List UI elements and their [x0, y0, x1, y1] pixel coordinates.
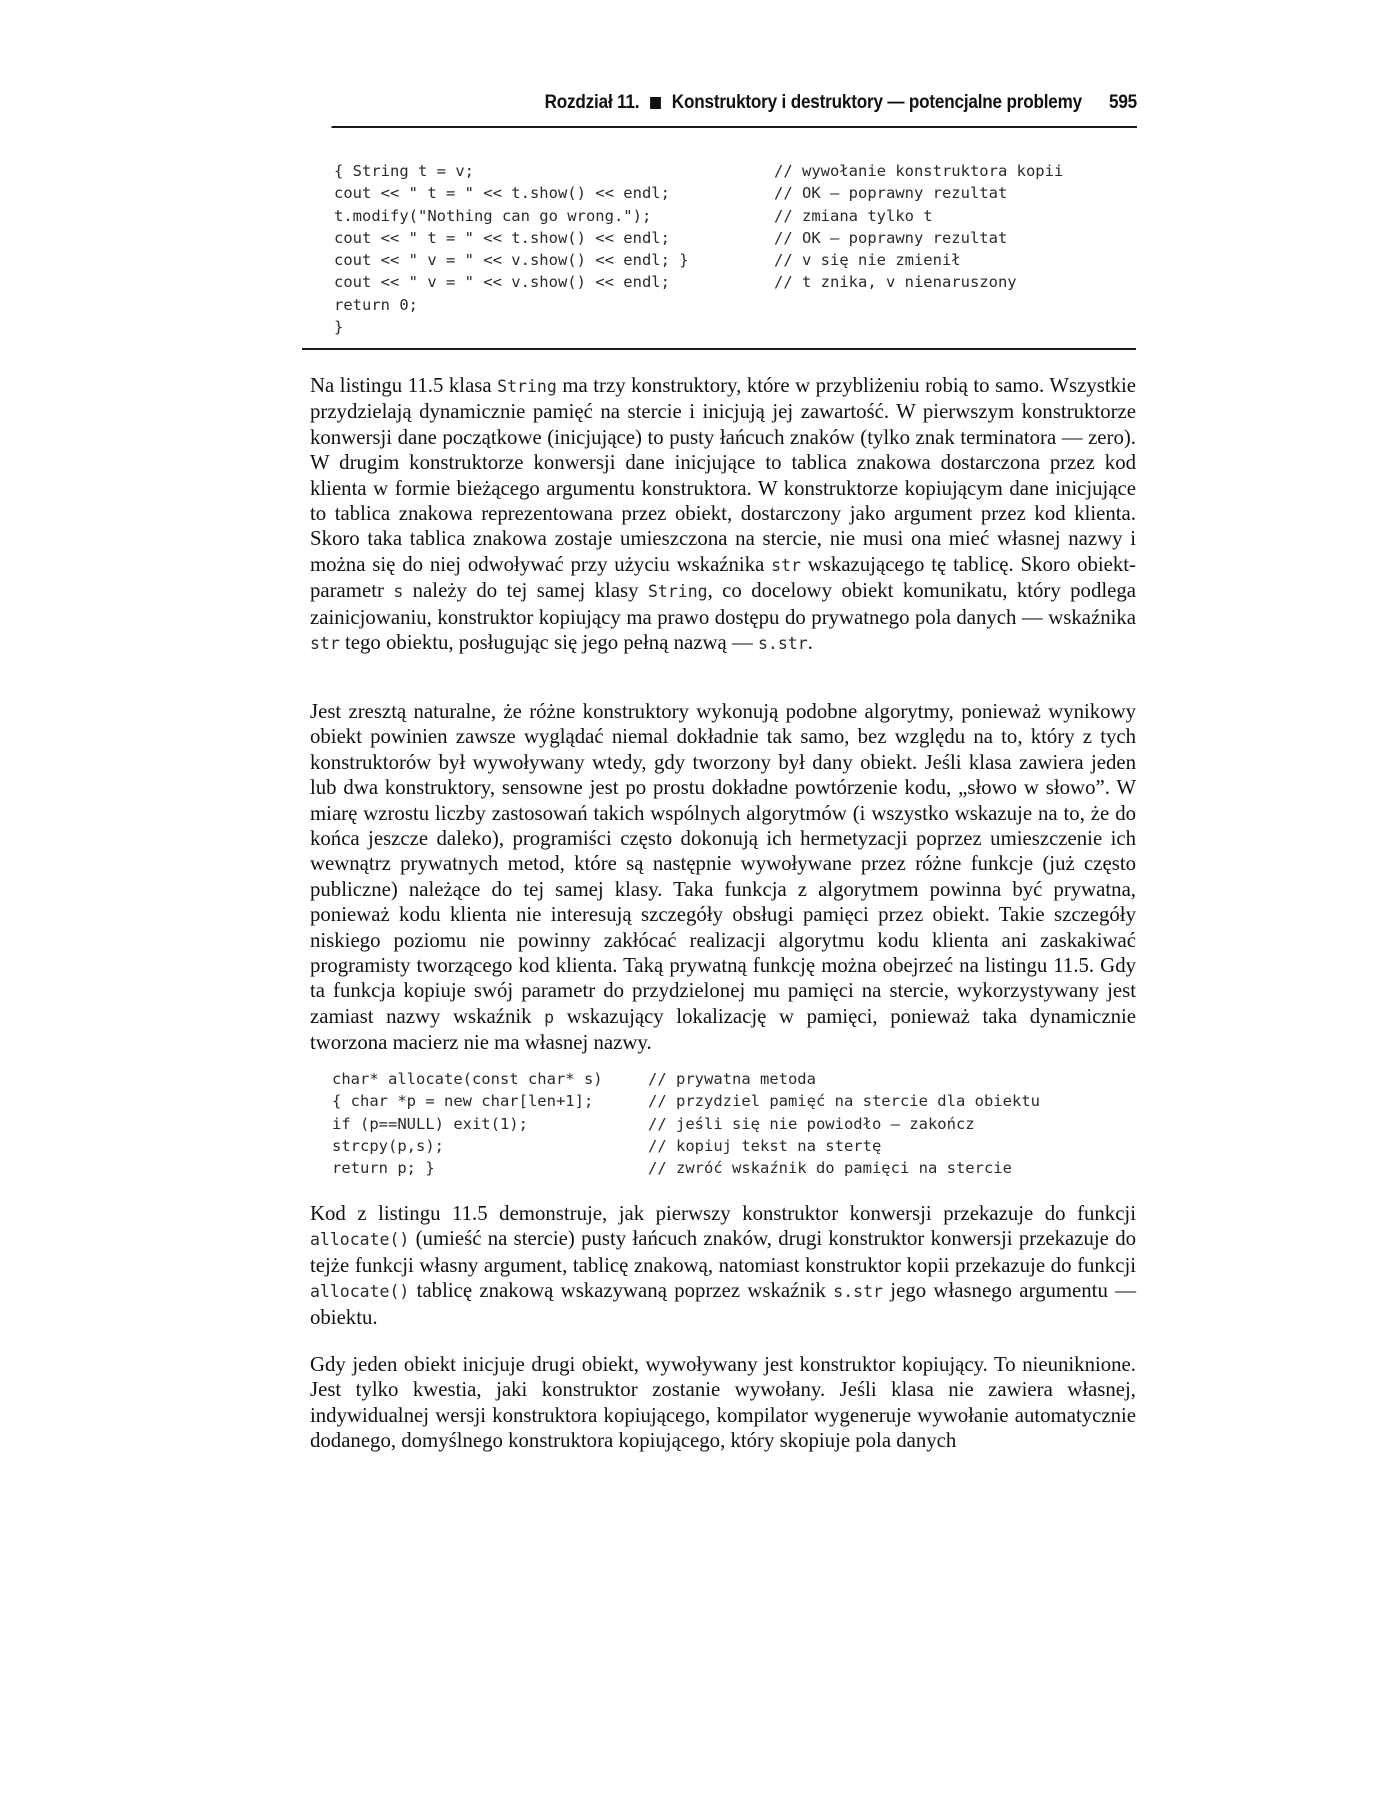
- code-listing-top: [302, 160, 1136, 338]
- code-text: return 0;: [334, 295, 418, 314]
- code-text: }: [334, 318, 344, 337]
- page-number: 595: [1109, 92, 1137, 113]
- code-text: cout << " v = " << v.show() << endl;: [334, 273, 670, 292]
- inline-code: s: [393, 582, 404, 602]
- code-text: cout << " t = " << t.show() << endl;: [334, 228, 670, 247]
- inline-code: str: [310, 634, 340, 654]
- square-bullet-icon: [650, 97, 661, 109]
- text-run: (umieść na stercie) pusty łańcuch znaków, drugi konstruktor konwersji przekazuje do tejże funkcji własny argument, tablicę znakową, natomiast konstruktor kopii przekazuje do funkcji: [310, 1227, 1136, 1277]
- code-text: cout << " t = " << t.show() << endl;: [334, 184, 670, 203]
- code-line: [302, 227, 1136, 249]
- chapter-label: Rozdział 11.: [544, 92, 640, 113]
- code-comment: // zmiana tylko t: [774, 206, 933, 225]
- inline-code: s.str: [833, 1282, 883, 1302]
- code-line: [302, 316, 1136, 338]
- code-comment: // przydziel pamięć na stercie dla obiektu: [648, 1092, 1040, 1111]
- code-text: return p; }: [332, 1159, 435, 1178]
- inline-code: String: [497, 377, 557, 396]
- code-comment: // prywatna metoda: [648, 1070, 816, 1088]
- code-line: [302, 249, 1136, 271]
- code-text: strcpy(p,s);: [332, 1136, 444, 1155]
- inline-code: str: [771, 555, 801, 575]
- code-text: if (p==NULL) exit(1);: [332, 1114, 528, 1133]
- code-listing-allocate: [302, 1068, 1136, 1179]
- code-line: [302, 294, 1136, 316]
- code-comment: // OK — poprawny rezultat: [774, 228, 1008, 247]
- chapter-title: Konstruktory i destruktory — potencjalne problemy: [671, 92, 1083, 113]
- paragraph-3: [310, 1201, 1136, 1330]
- code-line: [302, 271, 1136, 293]
- code-comment: // v się nie zmienił: [774, 251, 961, 270]
- running-header: [332, 92, 1138, 128]
- code-text: cout << " v = " << v.show() << endl; }: [334, 251, 689, 270]
- text-run: jego własnego argumentu — obiektu.: [310, 1279, 1136, 1329]
- text-run: tego obiektu, posługując się jego pełną nazwą —: [339, 631, 758, 655]
- text-run: ma trzy konstruktory, które w przybliżeniu robią to samo. Wszystkie przydzielają dynamicznie pamięć na stercie i inicjują jej zawartość. W pierwszym konstruktorze konwersji dane początkowe (inicjujące) to pusty łańcuch znaków (tylko znak terminatora — zero). W drugim konstruktorze konwersji dane inicjujące to tablica znakowa dostarczona przez kod klienta w formie bieżącego argumentu konstruktora. W konstruktorze kopiującym dane inicjujące to tablica znakowa reprezentowana przez obiekt, dostarczony jako argument przez kod klienta. Skoro taka tablica znakowa zostaje umieszczona na stercie, nie musi ona mieć własnej nazwy i można się do niej odwoływać przy użyciu wskaźnika: [310, 374, 1136, 576]
- inline-code: String: [647, 582, 708, 602]
- code-text: { char *p = new char[len+1];: [332, 1092, 594, 1111]
- code-comment: // zwróć wskaźnik do pamięci na stercie: [648, 1159, 1012, 1178]
- code-comment: // wywołanie konstruktora kopii: [774, 162, 1064, 180]
- code-comment: // OK — poprawny rezultat: [774, 184, 1008, 203]
- listing-bottom-rule: [302, 348, 1136, 350]
- text-run: wskazujący lokalizację w pamięci, ponieważ taka dynamicznie tworzona macierz nie ma własnej nazwy.: [310, 1004, 1136, 1055]
- text-run: tablicę znakową wskazywaną poprzez wskaźnik: [409, 1279, 834, 1303]
- inline-code: allocate(): [310, 1282, 410, 1302]
- inline-code: s.str: [757, 634, 808, 654]
- text-run: Na listingu 11.5 klasa: [310, 374, 498, 397]
- code-line: [302, 1135, 1136, 1157]
- inline-code: p: [544, 1007, 555, 1027]
- code-line: [302, 182, 1136, 204]
- text-run: Kod z listingu 11.5 demonstruje, jak pierwszy konstruktor konwersji przekazuje do funkcji: [310, 1202, 1136, 1225]
- code-text: t.modify("Nothing can go wrong.");: [334, 206, 652, 225]
- code-text: { String t = v;: [334, 162, 474, 180]
- code-line: [302, 1090, 1136, 1112]
- paragraph-2: [310, 699, 1136, 1056]
- code-comment: // t znika, v nienaruszony: [774, 273, 1017, 292]
- code-comment: // jeśli się nie powiodło — zakończ: [648, 1114, 975, 1133]
- text-run: .: [807, 631, 813, 655]
- text-run: należy do tej samej klasy: [403, 579, 648, 603]
- text-run: wskazującego tę tablicę. Skoro obiekt-parametr: [310, 552, 1136, 603]
- inline-code: allocate(): [310, 1230, 410, 1250]
- code-line: [302, 1068, 1136, 1090]
- text-run: Jest zresztą naturalne, że różne konstruktory wykonują podobne algorytmy, ponieważ wynikowy obiekt powinien zawsze wyglądać niemal dokładnie tak samo, bez względu na to, który z tych konstruktorów był wywoływany wtedy, gdy tworzony był dany obiekt. Jeśli klasa zawiera jeden lub dwa konstruktory, sensowne jest po prostu dokładne powtórzenie kodu, „słowo w słowo”. W miarę wzrostu liczby zastosowań takich wspólnych algorytmów (i wszystko wskazuje na to, że do końca jeszcze daleko), programiści często dokonują ich hermetyzacji poprzez umieszczenie ich wewnątrz prywatnych metod, które są następnie wywoływane przez różne funkcje (już często publiczne) należące do tej samej klasy. Taka funkcja z algorytmem powinna być prywatna, ponieważ kodu klienta nie interesują szczegóły obsługi pamięci przez obiekt. Takie szczegóły niskiego poziomu nie powinny zakłócać realizacji algorytmu kodu klienta ani zaskakiwać programisty tworzącego kod klienta. Taką prywatną funkcję można obejrzeć na listingu 11.5. Gdy ta funkcja kopiuje swój parametr do przydzielonej mu pamięci na stercie, wykorzystywany jest zamiast nazwy wskaźnik: [310, 700, 1136, 1028]
- text-run: , co docelowy obiekt komunikatu, który podlega zainicjowaniu, konstruktor kopiujący ma prawo dostępu do prywatnego pola danych –– wskaźnika: [310, 579, 1136, 629]
- code-line: [302, 160, 1136, 182]
- code-line: [302, 1113, 1136, 1135]
- code-line: [302, 1157, 1136, 1179]
- code-comment: // kopiuj tekst na stertę: [648, 1136, 882, 1155]
- paragraph-1: [310, 373, 1136, 656]
- paragraph-4: Gdy jeden obiekt inicjuje drugi obiekt, wywoływany jest konstruktor kopiujący. To nieuniknione. Jest tylko kwestia, jaki konstruktor zostanie wywołany. Jeśli klasa nie zawiera własnej, indywidualnej wersji konstruktora kopiującego, kompilator wygeneruje wywołanie automatycznie dodanego, domyślnego konstruktora kopiującego, który skopiuje pola danych: [310, 1353, 1136, 1453]
- code-line: [302, 205, 1136, 227]
- code-text: char* allocate(const char* s): [332, 1070, 603, 1088]
